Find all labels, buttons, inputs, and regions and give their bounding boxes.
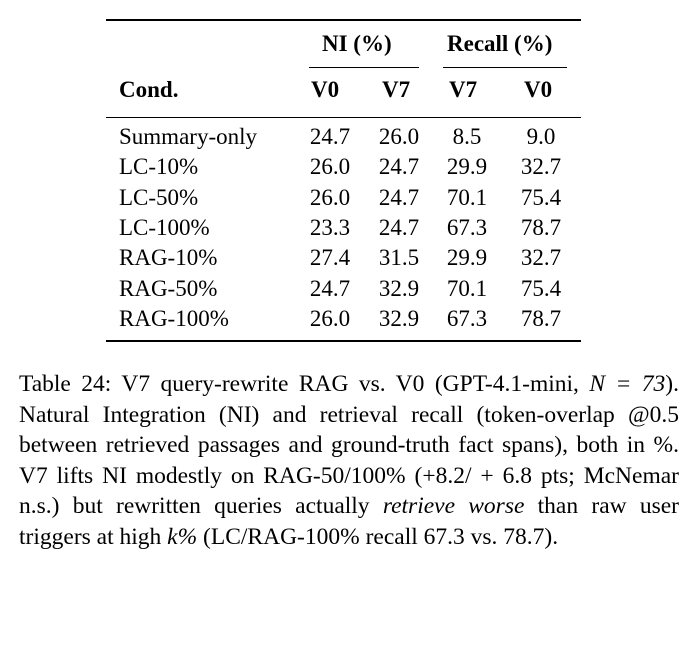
cell-recall-v0: 32.7 (520, 154, 562, 180)
cell-ni-v0: 24.7 (309, 124, 351, 149)
cell-recall-v0: 32.7 (520, 245, 562, 271)
cell-recall-v7: 29.9 (446, 154, 488, 180)
caption-k-percent: k% (167, 523, 198, 550)
cell-cond: LC-50% (119, 184, 199, 210)
cell-recall-v7: 67.3 (446, 214, 488, 240)
col-header-ni-v7: V7 (382, 77, 411, 102)
cell-ni-v0: 23.3 (309, 214, 351, 240)
cell-recall-v0: 9.0 (526, 124, 556, 149)
cell-cond: RAG-100% (119, 305, 229, 331)
cell-ni-v0: 26.0 (309, 305, 351, 331)
caption-part3: than raw user triggers at high (19, 493, 679, 550)
cell-ni-v7: 24.7 (378, 184, 420, 210)
cell-recall-v0: 78.7 (520, 305, 562, 331)
cell-ni-v0: 27.4 (309, 245, 351, 271)
caption-part2: ). Natural Integration (NI) and retrieval recall (token-overlap @0.5 between retrieved passages and ground-truth fact spans), both in %. V7 lifts NI modestly on RAG-50/100% (+8.2/ + 6.8 pts; McNemar n.s.) but rewritten queries actually (19, 371, 679, 519)
col-header-recall-v7: V7 (449, 77, 478, 102)
cell-recall-v0: 75.4 (520, 184, 562, 210)
cell-ni-v7: 32.9 (378, 305, 420, 331)
cell-recall-v0: 75.4 (520, 275, 562, 301)
cell-ni-v0: 26.0 (309, 184, 351, 210)
cell-ni-v7: 31.5 (378, 245, 420, 271)
cell-cond: RAG-10% (119, 245, 218, 271)
col-header-ni-v0: V0 (311, 77, 340, 102)
cell-ni-v7: 24.7 (378, 154, 420, 180)
cell-cond: Summary-only (119, 124, 257, 149)
cell-recall-v7: 70.1 (446, 275, 488, 301)
cell-ni-v0: 24.7 (309, 275, 351, 301)
table-caption (19, 369, 679, 552)
caption-part4: (LC/RAG-100% recall 67.3 vs. 78.7). (197, 523, 559, 550)
caption-part1: Table 24: V7 query-rewrite RAG vs. V0 (GPT-4.1-mini, (19, 371, 590, 397)
cell-ni-v7: 32.9 (378, 275, 420, 301)
cell-ni-v0: 26.0 (309, 154, 351, 180)
group-header-recall: Recall (%) (447, 31, 553, 56)
cell-ni-v7: 26.0 (378, 124, 420, 149)
cell-cond: LC-100% (119, 214, 210, 240)
table-header-rule (106, 117, 581, 118)
cell-recall-v7: 29.9 (446, 245, 488, 271)
group-rule-recall (443, 67, 567, 68)
cell-cond: LC-10% (119, 154, 199, 180)
group-rule-ni (309, 67, 419, 68)
table-top-rule (106, 19, 581, 21)
col-header-recall-v0: V0 (524, 77, 553, 102)
caption-n-equation: N = 73 (589, 371, 666, 397)
cell-recall-v7: 8.5 (452, 124, 482, 149)
cell-ni-v7: 24.7 (378, 214, 420, 240)
cell-recall-v0: 78.7 (520, 214, 562, 240)
caption-italic-phrase: retrieve worse (382, 493, 525, 519)
cell-recall-v7: 67.3 (446, 305, 488, 331)
cell-recall-v7: 70.1 (446, 184, 488, 210)
table-bottom-rule (106, 340, 581, 342)
group-header-ni: NI (%) (322, 31, 392, 56)
col-header-cond: Cond. (119, 77, 179, 102)
cell-cond: RAG-50% (119, 275, 218, 301)
